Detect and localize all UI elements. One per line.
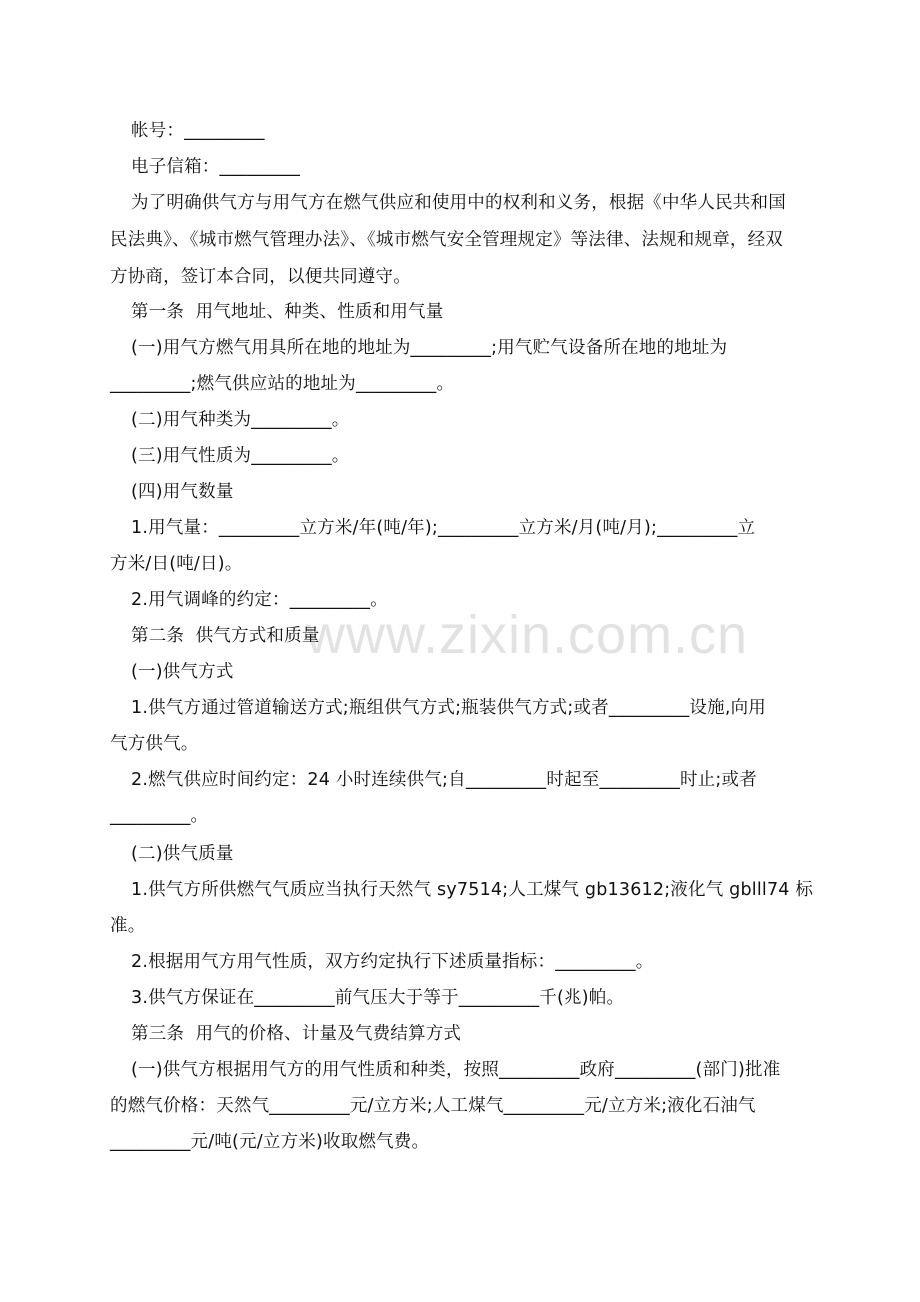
- preamble-line-3: 方协商，签订本合同，以便共同遵守。: [110, 267, 411, 287]
- quality-standard-line-1: 1.供气方所供燃气气质应当执行天然气 sy7514;人工煤气 gb13612;液化气 gblll74 标: [131, 880, 814, 900]
- article-1-item-3: (三)用气性质为_________。: [131, 446, 350, 466]
- email-line: 电子信箱：_________: [131, 157, 301, 177]
- supply-method-line-1: 1.供气方通过管道输送方式;瓶组供气方式;瓶装供气方式;或者_________设施,向用: [131, 698, 766, 718]
- article-1-item-1-line-2: _________;燃气供应站的地址为_________。: [110, 374, 455, 394]
- price-line-2: 的燃气价格：天然气_________元/立方米;人工煤气_________元/立方米;液化石油气: [110, 1096, 756, 1116]
- article-3-heading: 第三条 用气的价格、计量及气费结算方式: [131, 1024, 462, 1044]
- article-1-heading: 第一条 用气地址、种类、性质和用气量: [131, 302, 444, 322]
- price-line-1: (一)供气方根据用气方的用气性质和种类，按照_________政府_________(部门)批准: [131, 1060, 781, 1080]
- preamble-line-2: 民法典》、《城市燃气管理办法》、《城市燃气安全管理规定》等法律、法规和规章，经双: [110, 230, 783, 250]
- quality-standard-line-2: 准。: [110, 916, 146, 936]
- article-1-item-1-line-1: (一)用气方燃气用具所在地的地址为_________;用气贮气设备所在地的地址为: [131, 338, 728, 358]
- account-number-line: 帐号：_________: [131, 121, 265, 141]
- preamble-line-1: 为了明确供气方与用气方在燃气供应和使用中的权利和义务，根据《中华人民共和国: [131, 193, 786, 213]
- gas-volume-line-1: 1.用气量：_________立方米/年(吨/年);_________立方米/月(吨/月);_________立: [131, 518, 756, 538]
- supply-time-line-1: 2.燃气供应时间约定：24 小时连续供气;自_________时起至_________时止;或者: [131, 770, 757, 790]
- supply-quality-heading: (二)供气质量: [131, 844, 234, 864]
- supply-method-line-2: 气方供气。: [110, 734, 199, 754]
- price-line-3: _________元/吨(元/立方米)收取燃气费。: [110, 1132, 430, 1152]
- supply-method-heading: (一)供气方式: [131, 662, 234, 682]
- quality-index-line: 2.根据用气方用气性质，双方约定执行下述质量指标：_________。: [131, 952, 654, 972]
- article-2-heading: 第二条 供气方式和质量: [131, 626, 320, 646]
- article-1-item-4: (四)用气数量: [131, 482, 234, 502]
- peak-shaving-line: 2.用气调峰的约定：_________。: [131, 590, 388, 610]
- pressure-line: 3.供气方保证在_________前气压大于等于_________千(兆)帕。: [131, 988, 625, 1008]
- article-1-item-2: (二)用气种类为_________。: [131, 410, 350, 430]
- watermark-text: www.zixin.com.cn: [306, 605, 749, 665]
- gas-volume-line-2: 方米/日(吨/日)。: [110, 554, 243, 574]
- supply-time-line-2: _________。: [110, 806, 209, 826]
